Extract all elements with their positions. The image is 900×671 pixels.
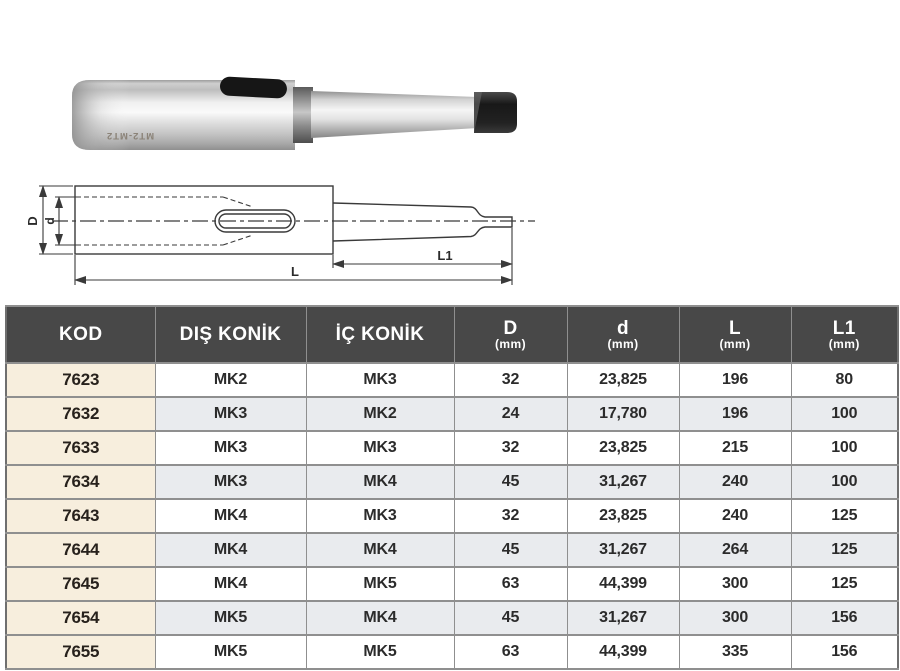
cell-l1: 125 [791, 499, 898, 533]
morse-taper-shank [311, 91, 478, 138]
technical-drawing [25, 175, 545, 293]
col-header-dis-konik: DIŞ KONİK [155, 306, 306, 363]
cell-ic-konik: MK5 [306, 635, 454, 669]
cell-l: 300 [679, 567, 791, 601]
cell-d-outer: 63 [454, 567, 567, 601]
cell-ic-konik: MK3 [306, 363, 454, 397]
cell-l: 240 [679, 499, 791, 533]
col-header-d-inner: d (mm) [567, 306, 679, 363]
cell-ic-konik: MK3 [306, 499, 454, 533]
cell-dis-konik: MK4 [155, 533, 306, 567]
cell-l1: 100 [791, 397, 898, 431]
cell-dis-konik: MK3 [155, 465, 306, 499]
spec-table-wrap [5, 305, 899, 670]
dimension-label-L: L [291, 264, 299, 279]
cell-d-inner: 44,399 [567, 635, 679, 669]
cell-dis-konik: MK4 [155, 567, 306, 601]
cell-d-outer: 63 [454, 635, 567, 669]
cell-dis-konik: MK3 [155, 431, 306, 465]
cell-l: 196 [679, 363, 791, 397]
cell-ic-konik: MK5 [306, 567, 454, 601]
cell-ic-konik: MK4 [306, 601, 454, 635]
cell-kod: 7645 [6, 567, 155, 601]
cell-dis-konik: MK3 [155, 397, 306, 431]
cell-dis-konik: MK4 [155, 499, 306, 533]
table-body [6, 363, 898, 669]
cell-d-inner: 23,825 [567, 363, 679, 397]
cell-d-outer: 32 [454, 499, 567, 533]
dimension-label-D: D [25, 216, 40, 226]
table-row [6, 363, 898, 397]
dimension-label-d: d [43, 217, 57, 225]
table-row [6, 499, 898, 533]
col-header-ic-konik: İÇ KONİK [306, 306, 454, 363]
engraving-label: MT2-MT2 [105, 130, 155, 141]
cell-ic-konik: MK4 [306, 465, 454, 499]
neck-ring [293, 87, 313, 143]
cell-ic-konik: MK3 [306, 431, 454, 465]
table-row [6, 567, 898, 601]
cell-dis-konik: MK5 [155, 635, 306, 669]
cell-kod: 7632 [6, 397, 155, 431]
cell-kod: 7623 [6, 363, 155, 397]
cell-d-inner: 44,399 [567, 567, 679, 601]
dim-L1 [333, 228, 512, 285]
cell-d-inner: 17,780 [567, 397, 679, 431]
cell-dis-konik: MK2 [155, 363, 306, 397]
cell-ic-konik: MK4 [306, 533, 454, 567]
cell-l: 240 [679, 465, 791, 499]
cell-l1: 125 [791, 567, 898, 601]
dimension-label-L1: L1 [437, 248, 453, 263]
cell-d-inner: 23,825 [567, 431, 679, 465]
cell-l: 215 [679, 431, 791, 465]
cell-l1: 156 [791, 635, 898, 669]
cell-d-inner: 31,267 [567, 533, 679, 567]
spec-table [5, 305, 899, 670]
cell-kod: 7643 [6, 499, 155, 533]
cell-l1: 156 [791, 601, 898, 635]
product-photo [70, 50, 530, 162]
table-row [6, 533, 898, 567]
cell-l: 196 [679, 397, 791, 431]
cell-dis-konik: MK5 [155, 601, 306, 635]
cell-d-outer: 45 [454, 465, 567, 499]
col-header-kod: KOD [6, 306, 155, 363]
cell-l1: 125 [791, 533, 898, 567]
drive-slot [220, 76, 288, 98]
cell-d-inner: 23,825 [567, 499, 679, 533]
cell-kod: 7633 [6, 431, 155, 465]
col-header-l1: L1 (mm) [791, 306, 898, 363]
drawing-shank-outline [333, 203, 512, 241]
cell-kod: 7634 [6, 465, 155, 499]
cell-d-outer: 45 [454, 533, 567, 567]
cell-kod: 7655 [6, 635, 155, 669]
cell-d-inner: 31,267 [567, 465, 679, 499]
cell-l: 300 [679, 601, 791, 635]
table-row [6, 431, 898, 465]
col-header-l: L (mm) [679, 306, 791, 363]
table-row [6, 635, 898, 669]
table-row [6, 601, 898, 635]
cell-ic-konik: MK2 [306, 397, 454, 431]
cell-kod: 7644 [6, 533, 155, 567]
cell-l: 335 [679, 635, 791, 669]
cell-l1: 100 [791, 431, 898, 465]
cell-d-outer: 32 [454, 363, 567, 397]
cell-d-outer: 45 [454, 601, 567, 635]
cell-l: 264 [679, 533, 791, 567]
cell-l1: 100 [791, 465, 898, 499]
cell-d-outer: 32 [454, 431, 567, 465]
table-row [6, 465, 898, 499]
cell-d-outer: 24 [454, 397, 567, 431]
cell-kod: 7654 [6, 601, 155, 635]
table-row [6, 397, 898, 431]
header-row [6, 306, 898, 363]
cell-l1: 80 [791, 363, 898, 397]
col-header-d-outer: D (mm) [454, 306, 567, 363]
cell-d-inner: 31,267 [567, 601, 679, 635]
